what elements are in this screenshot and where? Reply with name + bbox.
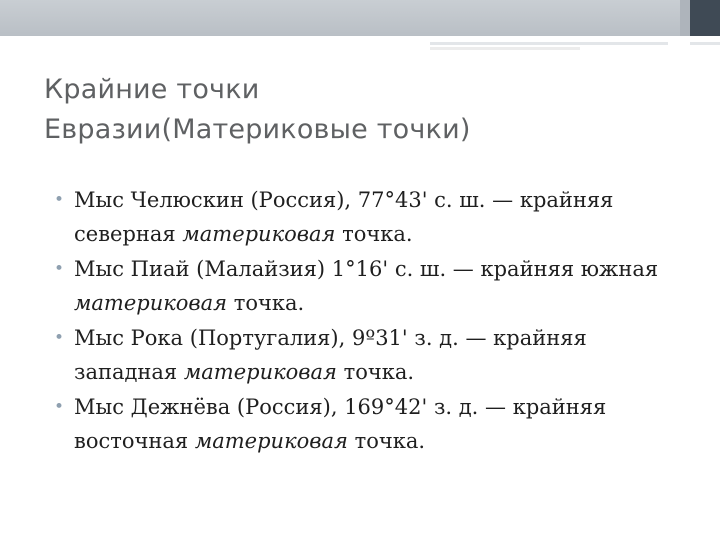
decorative-rule <box>430 42 668 45</box>
top-corner-accent <box>680 0 690 36</box>
item-emphasis: материковая <box>74 291 228 315</box>
item-text-end: точка. <box>343 360 415 384</box>
item-text-end: точка. <box>342 222 413 246</box>
bullet-icon: • <box>54 328 65 348</box>
decorative-rule <box>690 42 720 45</box>
item-text: Мыс Дежнёва (Россия), 169°42' з. д. — крайняя восточная <box>74 395 607 453</box>
decorative-rule <box>430 47 580 50</box>
bullet-icon: • <box>54 397 65 417</box>
item-text-end: точка. <box>354 429 426 453</box>
list-item <box>54 252 694 320</box>
item-text-end: точка. <box>233 291 305 315</box>
item-text: Мыс Пиай (Малайзия) 1°16' с. ш. — крайняя южная <box>74 257 659 281</box>
item-text: Мыс Челюскин (Россия), 77°43' с. ш. — крайняя северная <box>74 188 614 246</box>
top-dark-accent <box>690 0 720 36</box>
top-decorative-bar <box>0 0 688 36</box>
slide-title: Крайние точки Евразии(Материковые точки) <box>44 74 471 145</box>
list-item <box>54 183 694 251</box>
bullet-icon: • <box>54 190 65 210</box>
list-item <box>54 390 694 458</box>
item-emphasis: материковая <box>194 429 348 453</box>
item-emphasis: материковая <box>183 360 337 384</box>
list-item <box>54 321 694 389</box>
item-emphasis: материковая <box>182 222 336 246</box>
bullet-list <box>54 183 694 459</box>
bullet-icon: • <box>54 259 65 279</box>
item-text: Мыс Рока (Португалия), 9º31' з. д. — крайняя западная <box>74 326 587 384</box>
